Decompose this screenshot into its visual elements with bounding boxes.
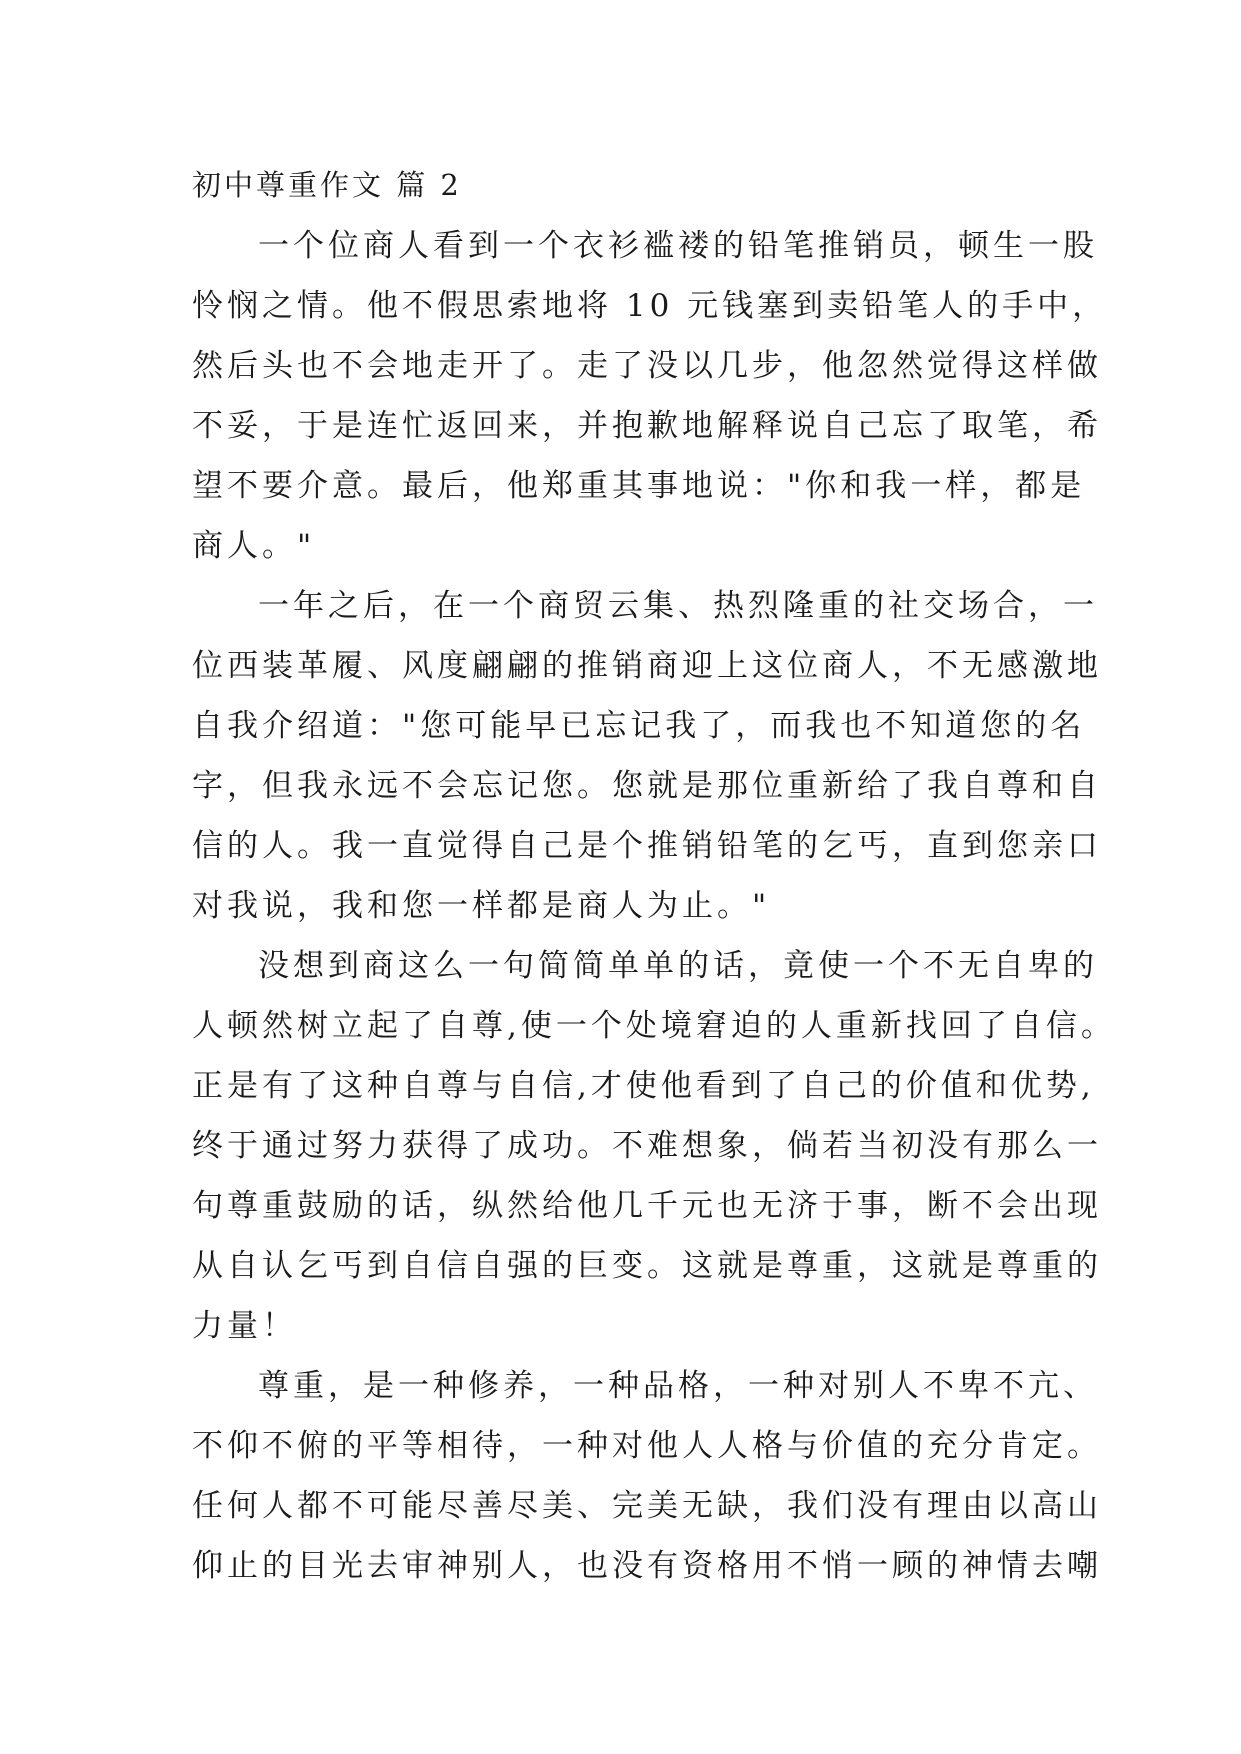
text-line: 正是有了这种自尊与自信,才使他看到了自己的价值和优势, (192, 1068, 1095, 1104)
text-line: 一年之后，在一个商贸云集、热烈隆重的社交场合，一 (258, 588, 1098, 624)
text-line: 仰止的目光去审神别人，也没有资格用不悄一顾的神情去嘲 (192, 1548, 1102, 1584)
text-line: 怜悯之情。他不假思索地将 10 元钱塞到卖铅笔人的手中， (192, 288, 1108, 324)
text-line: 一个位商人看到一个衣衫褴褛的铅笔推销员，顿生一股 (258, 228, 1098, 264)
text-line: 信的人。我一直觉得自己是个推销铅笔的乞丐，直到您亲口 (192, 828, 1102, 864)
text-line: 人顿然树立起了自尊,使一个处境窘迫的人重新找回了自信。 (192, 1008, 1116, 1044)
text-line: 然后头也不会地走开了。走了没以几步，他忽然觉得这样做 (192, 348, 1102, 384)
text-line: 尊重，是一种修养，一种品格，一种对别人不卑不亢、 (258, 1368, 1098, 1404)
text-line: 字，但我永远不会忘记您。您就是那位重新给了我自尊和自 (192, 768, 1102, 804)
text-line: 力量！ (192, 1308, 297, 1344)
text-line: 任何人都不可能尽善尽美、完美无缺，我们没有理由以高山 (192, 1488, 1102, 1524)
text-line: 自我介绍道："您可能早已忘记我了，而我也不知道您的名 (192, 708, 1086, 744)
text-line: 句尊重鼓励的话，纵然给他几千元也无济于事，断不会出现 (192, 1188, 1102, 1224)
text-line: 对我说，我和您一样都是商人为止。" (192, 888, 771, 924)
text-line: 不仰不俯的平等相待，一种对他人人格与价值的充分肯定。 (192, 1428, 1102, 1464)
text-line: 终于通过努力获得了成功。不难想象，倘若当初没有那么一 (192, 1128, 1102, 1164)
text-line: 望不要介意。最后，他郑重其事地说："你和我一样，都是 (192, 468, 1086, 504)
text-line: 从自认乞丐到自信自强的巨变。这就是尊重，这就是尊重的 (192, 1248, 1102, 1284)
text-line: 不妥，于是连忙返回来，并抱歉地解释说自己忘了取笔，希 (192, 408, 1102, 444)
text-line: 位西装革履、风度翩翩的推销商迎上这位商人，不无感激地 (192, 648, 1102, 684)
text-line: 没想到商这么一句简简单单的话，竟使一个不无自卑的 (258, 948, 1098, 984)
text-line: 商人。" (192, 528, 316, 564)
page-title: 初中尊重作文 篇 2 (192, 168, 462, 202)
